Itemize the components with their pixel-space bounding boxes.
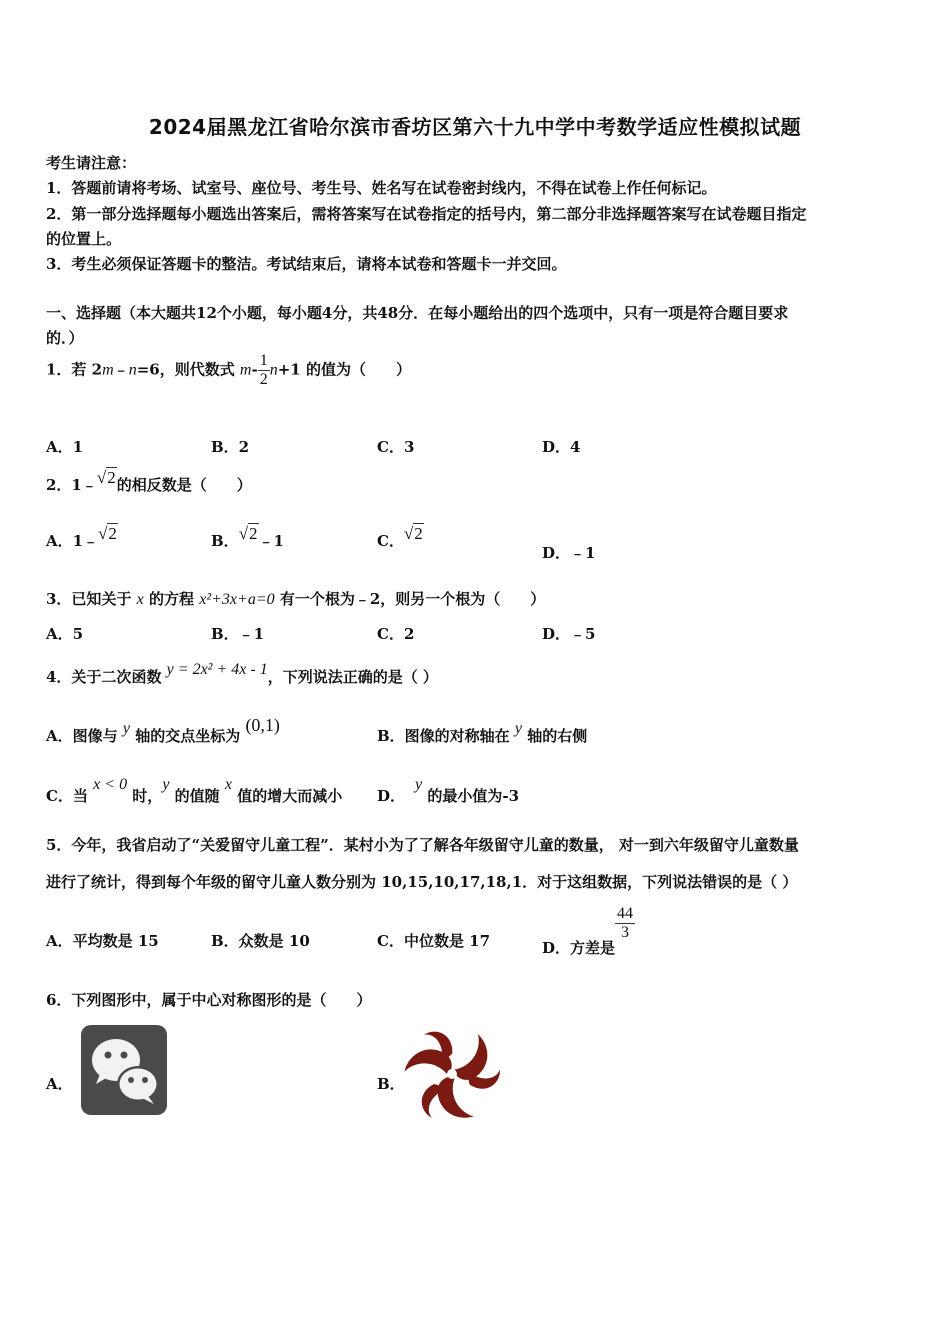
q2-prefix: 2．1﹣ <box>46 476 97 494</box>
section-heading: 一、选择题（本大题共12个小题，每小题4分，共48分．在每小题给出的四个选项中，只有一项是符合题目要求 <box>46 304 789 322</box>
question-4-stem <box>46 661 438 687</box>
q4-a-prefix: A．图像与 <box>46 727 123 745</box>
q5-d-fraction <box>615 905 635 942</box>
section-heading-cont: 的．） <box>46 329 84 347</box>
q2-b-post: ﹣1 <box>258 532 284 550</box>
q4-option-a[interactable] <box>46 715 280 746</box>
q2-option-b[interactable] <box>211 524 284 551</box>
q1-minus: ﹣ <box>113 360 129 379</box>
page-title: 2024届黑龙江省哈尔滨市香坊区第六十九中学中考数学适应性模拟试题 <box>148 115 802 139</box>
notice-item-2-cont: 的位置上。 <box>46 230 122 248</box>
q5-d-frac-den: 3 <box>621 924 630 941</box>
q4-tail: ，下列说法正确的是（ ） <box>267 668 438 686</box>
q1-option-c[interactable]: C．3 <box>377 438 415 456</box>
q4-c-y: y <box>162 776 170 793</box>
q5-d-prefix: D．方差是 <box>542 938 616 957</box>
q5-option-d[interactable] <box>542 905 635 957</box>
q4-c-post: 值的增大而减小 <box>231 787 343 805</box>
question-5-stem: 5．今年，我省启动了“关爱留守儿童工程”．某村小为了了解各年级留守儿童的数量， 对一到六年级留守儿童数量 <box>46 836 799 854</box>
notice-item-2: 2．第一部分选择题每小题选出答案后，需将答案写在试卷指定的括号内，第二部分非选择题答案写在试卷题目指定 <box>46 205 807 223</box>
q6-option-b[interactable]: B． <box>377 1075 405 1093</box>
q4-prefix: 4．关于二次函数 <box>46 668 167 686</box>
q3-option-a[interactable]: A．5 <box>46 625 84 643</box>
q4-function: y = 2x² + 4x - 1 <box>166 661 268 678</box>
notice-item-3: 3．考生必须保证答题卡的整洁。考试结束后，请将本试卷和答题卡一并交回。 <box>46 255 567 273</box>
q2-c-sqrt: √2 <box>403 524 423 543</box>
q5-option-c[interactable]: C．中位数是 17 <box>377 932 491 950</box>
q5-option-b[interactable]: B．众数是 10 <box>211 932 310 950</box>
q1-option-d[interactable]: D．4 <box>542 438 581 456</box>
q1-fraction <box>258 352 270 389</box>
q2-a-sqrt: √2 <box>98 524 117 543</box>
q2-c-prefix: C． <box>377 532 404 550</box>
q4-a-mid: 轴的交点坐标为 <box>129 727 246 745</box>
q5-d-frac-num: 44 <box>617 905 634 922</box>
q2-sqrt: √2 <box>96 468 116 487</box>
q4-d-y: y <box>415 776 423 793</box>
phoenix-swirl-logo-icon[interactable] <box>404 1026 500 1122</box>
q1-prefix: 1．若 2 <box>46 360 103 379</box>
q2-tail: 的相反数是（ ） <box>116 476 252 494</box>
q1-tail: +1 的值为（ ） <box>277 360 411 379</box>
q4-b-prefix: B．图像的对称轴在 <box>377 727 515 745</box>
q6-option-a[interactable]: A． <box>46 1075 73 1093</box>
q1-equation: =6，则代数式 <box>136 360 240 379</box>
q1-var-n: n <box>128 361 137 379</box>
q4-b-post: 轴的右侧 <box>522 727 588 745</box>
q4-c-mid1: 时， <box>127 787 163 805</box>
q3-equation: x²+3x+a=0 <box>199 591 275 608</box>
q1-frac-num: 1 <box>259 352 268 369</box>
q2-b-radicand: 2 <box>249 524 258 543</box>
q2-c-radicand: 2 <box>414 524 423 543</box>
q1-minus2: - <box>251 360 258 379</box>
q4-c-mid2: 的值随 <box>169 787 225 805</box>
wechat-logo-icon[interactable] <box>78 1022 170 1118</box>
q2-radicand: 2 <box>107 468 116 487</box>
q1-frac-den: 2 <box>259 371 268 388</box>
q2-option-d[interactable]: D．﹣1 <box>542 544 596 562</box>
q4-c-condition: x < 0 <box>93 776 128 793</box>
q2-b-sqrt: √2 <box>238 524 258 543</box>
q3-prefix: 3．已知关于 <box>46 590 137 608</box>
q3-var-x: x <box>136 591 144 608</box>
q3-tail: 有一个根为﹣2，则另一个根为（ ） <box>274 590 546 608</box>
q4-option-d[interactable] <box>377 776 520 806</box>
q1-option-b[interactable]: B．2 <box>211 438 250 456</box>
q4-a-y: y <box>122 720 130 737</box>
q1-var-m: m <box>102 361 114 379</box>
q3-option-d[interactable]: D．﹣5 <box>542 625 596 643</box>
q1-option-a[interactable]: A．1 <box>46 438 84 456</box>
question-6-stem: 6．下列图形中，属于中心对称图形的是（ ） <box>46 991 372 1009</box>
q4-b-y: y <box>514 720 523 737</box>
q2-a-prefix: A．1﹣ <box>46 532 99 550</box>
q2-option-c[interactable] <box>377 524 424 551</box>
question-5-stem-cont: 进行了统计，得到每个年级的留守儿童人数分别为 10,15,10,17,18,1．对于这组数据，下列说法错误的是（ ） <box>46 873 798 891</box>
notice-heading: 考生请注意： <box>46 154 137 172</box>
question-1-stem <box>46 352 411 389</box>
q2-option-a[interactable] <box>46 524 118 551</box>
q5-option-a[interactable]: A．平均数是 15 <box>46 932 159 950</box>
q3-mid: 的方程 <box>143 590 200 608</box>
q1-var-n2: n <box>269 361 278 379</box>
q3-option-b[interactable]: B．﹣1 <box>211 625 265 643</box>
q4-a-point: (0,1) <box>245 715 280 735</box>
q4-option-c[interactable] <box>46 776 343 806</box>
q4-d-post: 的最小值为-3 <box>422 787 520 805</box>
question-2-stem <box>46 468 252 495</box>
question-3-stem <box>46 588 545 609</box>
q4-c-prefix: C．当 <box>46 787 94 805</box>
q4-c-x: x <box>224 776 232 793</box>
q2-b-prefix: B． <box>211 532 239 550</box>
q2-a-radicand: 2 <box>108 524 117 543</box>
q4-option-b[interactable] <box>377 720 588 746</box>
q3-option-c[interactable]: C．2 <box>377 625 415 643</box>
notice-item-1: 1．答题前请将考场、试室号、座位号、考生号、姓名写在试卷密封线内，不得在试卷上作任何标记。 <box>46 179 717 197</box>
q1-var-m2: m <box>239 361 252 379</box>
q4-d-prefix: D． <box>377 787 406 805</box>
